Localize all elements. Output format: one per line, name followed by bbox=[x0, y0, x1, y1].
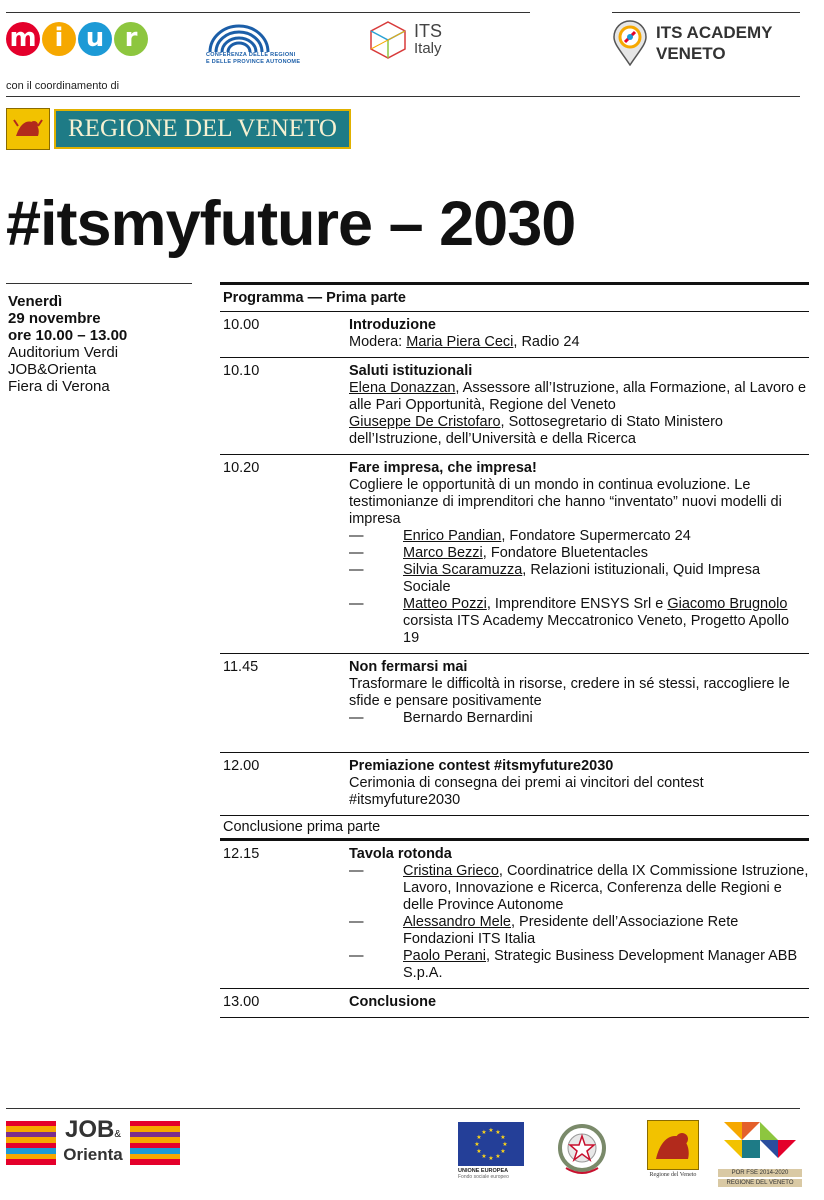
event-venue: Auditorium Verdi bbox=[8, 344, 119, 361]
row-description: Cogliere le opportunità di un mondo in continua evoluzione. Le testimonianze di imprenditori che hanno “inventato” nuovi modelli di impresa bbox=[349, 477, 782, 527]
regione-caption: Regione del Veneto bbox=[649, 1172, 697, 1178]
row-time: 10.10 bbox=[223, 363, 260, 379]
program-row bbox=[220, 839, 809, 989]
row-description: Cerimonia di consegna dei premi ai vincitori del contest #itsmyfuture2030 bbox=[349, 775, 704, 808]
speaker-name: Silvia Scaramuzza bbox=[403, 562, 523, 578]
its-academy-label: ITS ACADEMY bbox=[656, 23, 773, 42]
speaker-item: — Cristina Grieco, Coordinatrice della IX Commissione Istruzione, Lavoro, Innovazione e Ricerca, Conferenza delle Regioni e delle Province Autonome bbox=[349, 863, 809, 913]
map-pin-icon bbox=[612, 20, 648, 66]
top-rule-left bbox=[6, 12, 530, 13]
eu-logo bbox=[458, 1122, 524, 1180]
svg-text:★: ★ bbox=[500, 1134, 506, 1141]
row-time: 10.00 bbox=[223, 317, 260, 333]
its-academy-label: VENETO bbox=[656, 44, 726, 63]
por-fse-logo bbox=[718, 1116, 802, 1187]
svg-text:★: ★ bbox=[488, 1127, 494, 1134]
speaker-line: Elena Donazzan, Assessore all’Istruzione, alla Formazione, al Lavoro e alle Pari Opportunità, Regione del Veneto bbox=[349, 380, 807, 413]
orienta-label: Orienta bbox=[63, 1145, 123, 1164]
program-row bbox=[220, 989, 809, 1018]
row-title: Tavola rotonda bbox=[349, 846, 452, 862]
speaker-name: Enrico Pandian bbox=[403, 528, 502, 544]
svg-text:★: ★ bbox=[476, 1134, 482, 1141]
its-academy-veneto-logo bbox=[612, 20, 773, 66]
miur-logo bbox=[6, 22, 150, 56]
program-row bbox=[220, 358, 809, 455]
conferenza-caption: E DELLE PROVINCE AUTONOME bbox=[206, 59, 301, 65]
eu-caption: UNIONE EUROPEA bbox=[458, 1168, 509, 1174]
job-orienta-logo: JOB& Orienta bbox=[6, 1120, 180, 1165]
its-italy-label: Italy bbox=[414, 40, 442, 57]
speaker-name: Alessandro Mele bbox=[403, 914, 511, 930]
row-description: Trasformare le difficoltà in risorse, credere in sé stessi, raccogliere le sfide e pensare positivamente bbox=[349, 676, 790, 709]
svg-text:★: ★ bbox=[474, 1141, 480, 1148]
program-header: Programma — Prima parte bbox=[220, 282, 809, 312]
speaker-item: — Alessandro Mele, Presidente dell’Associazione Rete Fondazioni ITS Italia bbox=[349, 914, 739, 947]
miur-letter: r bbox=[114, 22, 148, 56]
speaker-name: Elena Donazzan bbox=[349, 380, 456, 396]
footer-rule bbox=[6, 1108, 800, 1109]
speaker-name: Giacomo Brugnolo bbox=[667, 596, 788, 612]
speaker-item: — Enrico Pandian, Fondatore Supermercato 24 bbox=[349, 528, 691, 544]
row-time: 10.20 bbox=[223, 460, 260, 476]
event-day: Venerdì bbox=[8, 293, 63, 310]
job-label: JOB bbox=[64, 1116, 115, 1143]
svg-text:★: ★ bbox=[481, 1153, 487, 1160]
stripes-decoration bbox=[6, 1121, 56, 1165]
row-title: Conclusione bbox=[349, 994, 437, 1010]
page-title: #itsmyfuture – 2030 bbox=[6, 189, 576, 259]
por-graphic-icon bbox=[718, 1116, 802, 1162]
coordination-label: con il coordinamento di bbox=[6, 80, 120, 92]
regione-veneto-logo bbox=[6, 108, 351, 150]
row-description: Modera: Maria Piera Ceci, Radio 24 bbox=[349, 334, 580, 350]
speaker-item: — Marco Bezzi, Fondatore Bluetentacles bbox=[349, 545, 649, 561]
row-title: Fare impresa, che impresa! bbox=[349, 460, 537, 476]
speaker-name: Paolo Perani bbox=[403, 948, 487, 964]
por-caption: POR FSE 2014-2020 bbox=[718, 1169, 802, 1177]
speaker-name: Giuseppe De Cristofaro bbox=[349, 414, 501, 430]
row-title: Introduzione bbox=[349, 317, 436, 333]
speaker-name: Cristina Grieco bbox=[403, 863, 499, 879]
conferenza-caption: CONFERENZA DELLE REGIONI bbox=[206, 52, 296, 58]
svg-text:★: ★ bbox=[488, 1155, 494, 1162]
italian-republic-emblem-icon bbox=[556, 1122, 608, 1183]
eu-flag-icon bbox=[458, 1122, 524, 1166]
speaker-item: — Bernardo Bernardini bbox=[349, 710, 533, 726]
row-title: Premiazione contest #itsmyfuture2030 bbox=[349, 758, 614, 774]
its-italy-logo bbox=[368, 20, 442, 60]
regione-veneto-footer-logo bbox=[638, 1120, 708, 1178]
row-time: 12.00 bbox=[223, 758, 260, 774]
speaker-name: Marco Bezzi bbox=[403, 545, 483, 561]
row-time: 13.00 bbox=[223, 994, 260, 1010]
header-rule bbox=[6, 96, 800, 97]
event-name: JOB&Orienta bbox=[8, 361, 97, 378]
conferenza-regioni-logo bbox=[206, 24, 326, 66]
speaker-line: Giuseppe De Cristofaro, Sottosegretario di Stato Ministero dell’Istruzione, dell’Università e della Ricerca bbox=[349, 414, 723, 447]
row-title: Non fermarsi mai bbox=[349, 659, 468, 675]
event-location: Fiera di Verona bbox=[8, 378, 110, 395]
speaker-item: — Silvia Scaramuzza, Relazioni istituzionali, Quid Impresa Sociale bbox=[349, 562, 761, 595]
info-rule bbox=[6, 283, 192, 284]
section-separator: Conclusione prima parte bbox=[220, 816, 809, 839]
program-row bbox=[220, 654, 809, 753]
row-time: 12.15 bbox=[223, 846, 260, 862]
speaker-name: Bernardo Bernardini bbox=[403, 710, 533, 726]
miur-letter: m bbox=[6, 22, 40, 56]
program-row bbox=[220, 312, 809, 358]
svg-text:★: ★ bbox=[502, 1141, 508, 1148]
event-time: ore 10.00 – 13.00 bbox=[8, 327, 128, 344]
program-row bbox=[220, 455, 809, 654]
event-info bbox=[8, 293, 127, 395]
lion-icon bbox=[6, 108, 50, 150]
its-italy-label: ITS bbox=[414, 21, 443, 41]
speaker-item: — Matteo Pozzi, Imprenditore ENSYS Srl e Giacomo Brugnolo corsista ITS Academy Meccatronico Veneto, Progetto Apollo 19 bbox=[349, 596, 790, 646]
program-row bbox=[220, 753, 809, 816]
speaker-name: Matteo Pozzi bbox=[403, 596, 487, 612]
lion-icon bbox=[647, 1120, 699, 1170]
cube-icon bbox=[368, 20, 408, 60]
row-time: 11.45 bbox=[223, 659, 259, 675]
por-caption: REGIONE DEL VENETO bbox=[718, 1179, 802, 1187]
regione-banner: REGIONE DEL VENETO bbox=[54, 109, 351, 149]
stripes-decoration bbox=[130, 1121, 180, 1165]
eu-caption-2: Fondo sociale europeo bbox=[458, 1174, 509, 1180]
top-rule-right bbox=[612, 12, 800, 13]
event-date: 29 novembre bbox=[8, 310, 101, 327]
row-title: Saluti istituzionali bbox=[349, 363, 473, 379]
svg-text:★: ★ bbox=[481, 1129, 487, 1136]
miur-letter: i bbox=[42, 22, 76, 56]
svg-text:★: ★ bbox=[500, 1148, 506, 1155]
speaker-item: — Paolo Perani, Strategic Business Development Manager ABB S.p.A. bbox=[349, 948, 798, 981]
svg-text:★: ★ bbox=[476, 1148, 482, 1155]
svg-text:★: ★ bbox=[495, 1129, 501, 1136]
program-table bbox=[220, 282, 809, 1018]
speaker-name: Maria Piera Ceci bbox=[406, 334, 514, 350]
arches-icon bbox=[206, 24, 272, 52]
miur-letter: u bbox=[78, 22, 112, 56]
svg-text:★: ★ bbox=[495, 1153, 501, 1160]
